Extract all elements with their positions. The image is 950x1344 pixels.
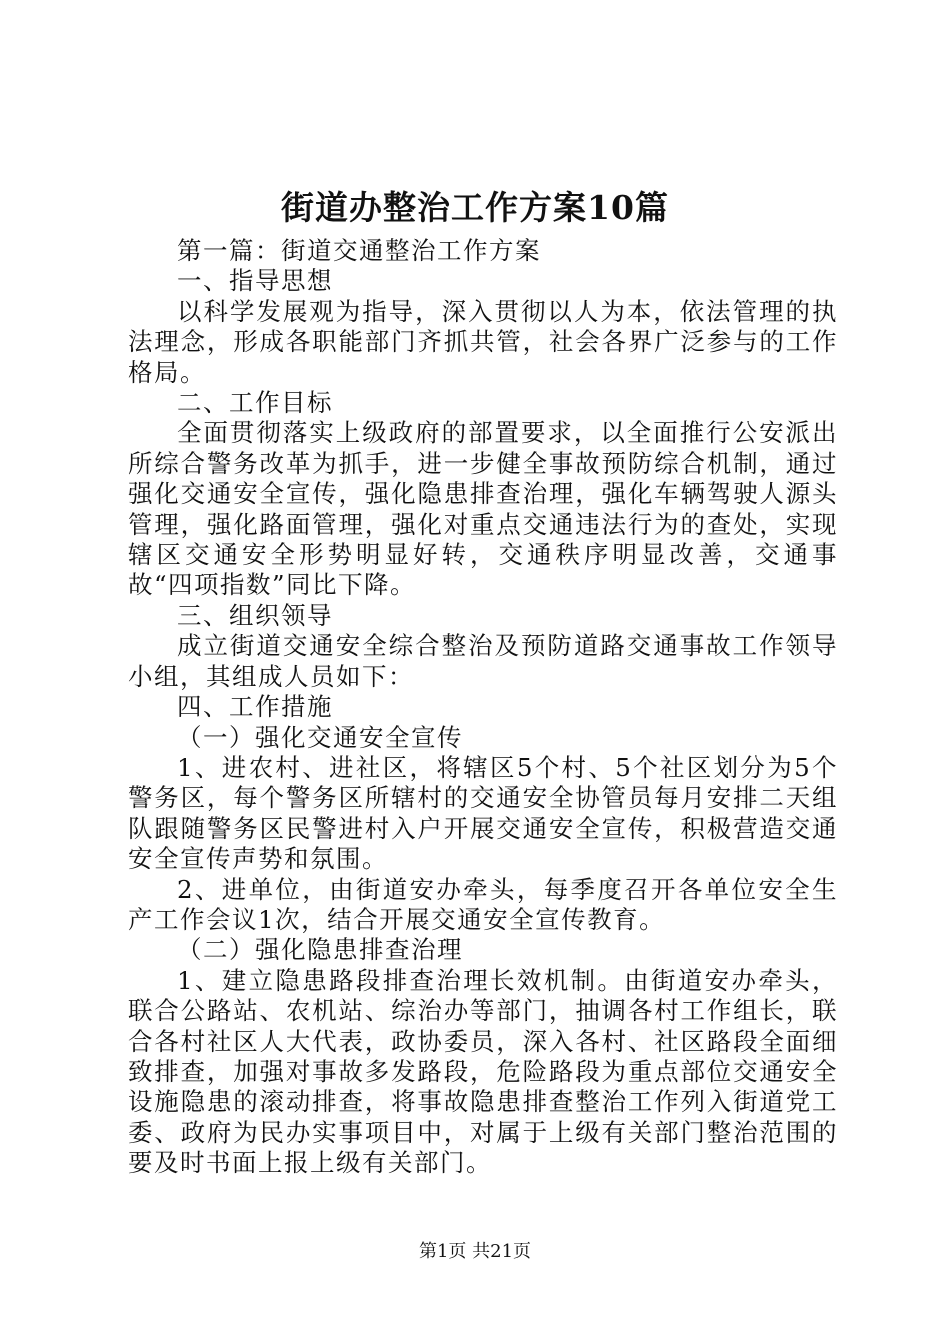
paragraph: （一）强化交通安全宣传 [177,722,463,752]
paragraph: 2、进单位，由街道安办牵头，每季度召开各单位安全生产工作会议1次，结合开展交通安全宣传教育。 [128,874,838,934]
page-number-footer: 第1页 共21页 [418,1241,532,1262]
paragraph: 第一篇：街道交通整治工作方案 [177,236,541,265]
document-title: 街道办整治工作方案10篇 [281,188,669,227]
document-body [128,236,838,1179]
paragraph: 1、进农村、进社区，将辖区5个村、5个社区划分为5个警务区，每个警务区所辖村的交通安全协管员每月安排二天组队跟随警务区民警进村入户开展交通安全宣传，积极营造交通安全宣传声势和氛围。 [128,752,838,874]
paragraph: 1、建立隐患路段排查治理长效机制。由街道安办牵头，联合公路站、农机站、综治办等部门，抽调各村工作组长，联合各村社区人大代表，政协委员，深入各村、社区路段全面细致排查，加强对事故多发路段，危险路段为重点部位交通安全设施隐患的滚动排查，将事故隐患排查整治工作列入街道党工委、政府为民办实事项目中，对属于上级有关部门整治范围的要及时书面上报上级有关部门。 [128,965,838,1178]
paragraph: 以科学发展观为指导，深入贯彻以人为本，依法管理的执法理念，形成各职能部门齐抓共管，社会各界广泛参与的工作格局。 [128,296,838,387]
paragraph: 全面贯彻落实上级政府的部置要求，以全面推行公安派出所综合警务改革为抓手，进一步健全事故预防综合机制，通过强化交通安全宣传，强化隐患排查治理，强化车辆驾驶人源头管理，强化路面管理，强化对重点交通违法行为的查处，实现辖区交通安全形势明显好转，交通秩序明显改善，交通事故“四项指数”同比下降。 [128,418,838,600]
paragraph: （二）强化隐患排查治理 [177,935,463,965]
paragraph: 二、工作目标 [177,388,333,418]
paragraph: 三、组织领导 [177,600,333,630]
paragraph: 一、指导思想 [177,266,333,296]
paragraph: 四、工作措施 [177,692,333,722]
paragraph: 成立街道交通安全综合整治及预防道路交通事故工作领导小组，其组成人员如下： [128,631,838,691]
